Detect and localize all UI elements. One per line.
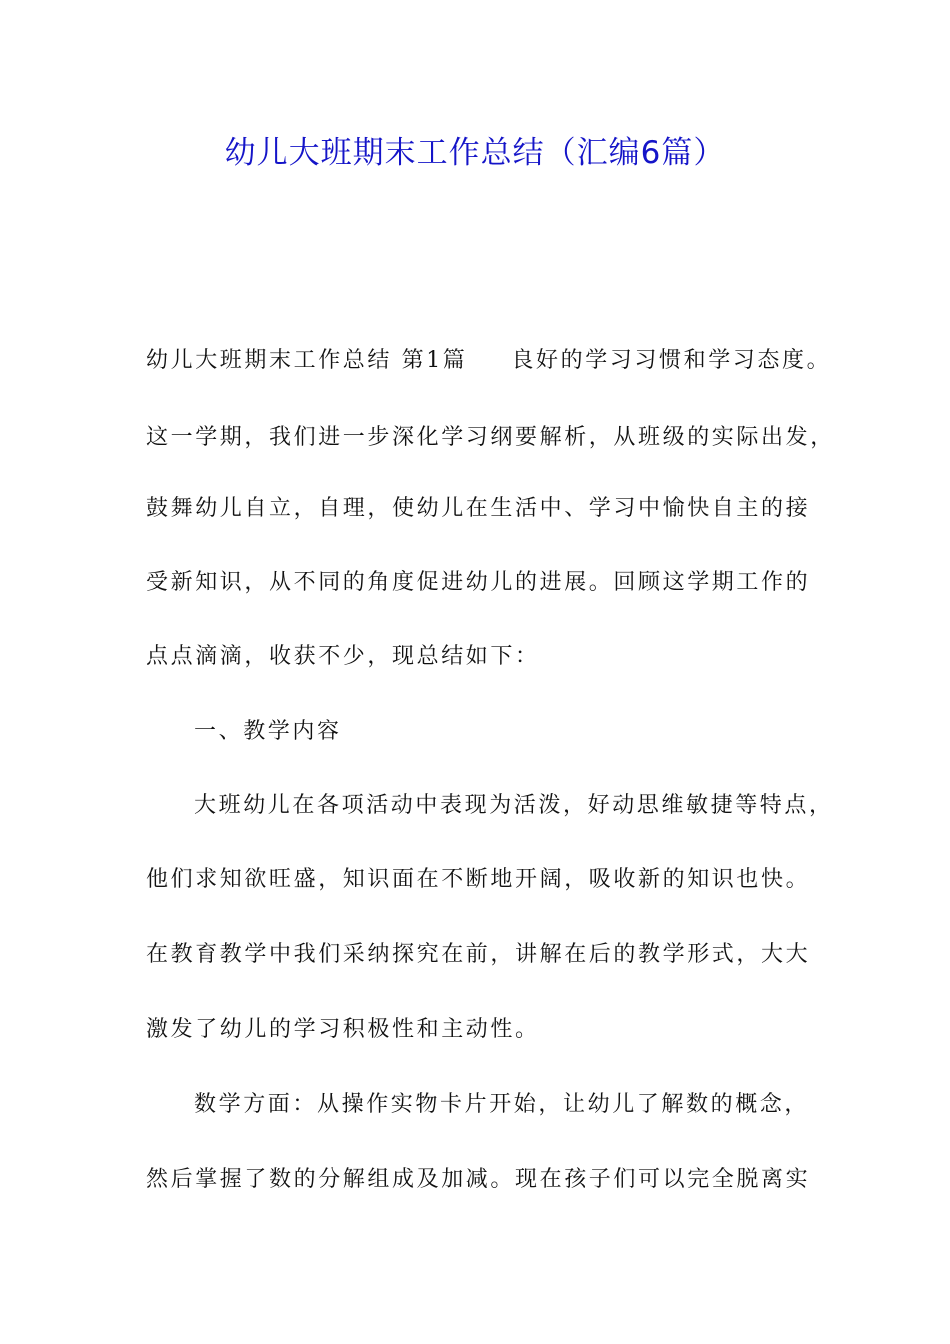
paragraph-line: 受新知识，从不同的角度促进幼儿的进展。回顾这学期工作的: [146, 570, 811, 595]
document-title: 幼儿大班期末工作总结（汇编6篇）: [224, 135, 726, 171]
paragraph-line: 鼓舞幼儿自立，自理，使幼儿在生活中、学习中愉快自主的接: [146, 496, 811, 521]
paragraph-line: 在教育教学中我们采纳探究在前，讲解在后的教学形式，大大: [146, 942, 811, 967]
section-header-label: 幼儿大班期末工作总结 第1篇: [146, 348, 468, 373]
paragraph-line: 这一学期，我们进一步深化学习纲要解析，从班级的实际出发，: [146, 425, 835, 450]
paragraph-line: 激发了幼儿的学习积极性和主动性。: [146, 1017, 540, 1042]
paragraph-line: 数学方面：从操作实物卡片开始，让幼儿了解数的概念，: [194, 1092, 810, 1117]
paragraph-line: 然后掌握了数的分解组成及加减。现在孩子们可以完全脱离实: [146, 1167, 811, 1192]
section-heading: 一、教学内容: [194, 719, 342, 744]
paragraph-line: 点点滴滴，收获不少，现总结如下：: [146, 644, 540, 669]
paragraph-line: 他们求知欲旺盛，知识面在不断地开阔，吸收新的知识也快。: [146, 867, 811, 892]
paragraph-line: 大班幼儿在各项活动中表现为活泼，好动思维敏捷等特点，: [194, 793, 834, 818]
section-header-continuation: 良好的学习习惯和学习态度。: [511, 348, 832, 373]
section-header-line: [146, 341, 836, 381]
